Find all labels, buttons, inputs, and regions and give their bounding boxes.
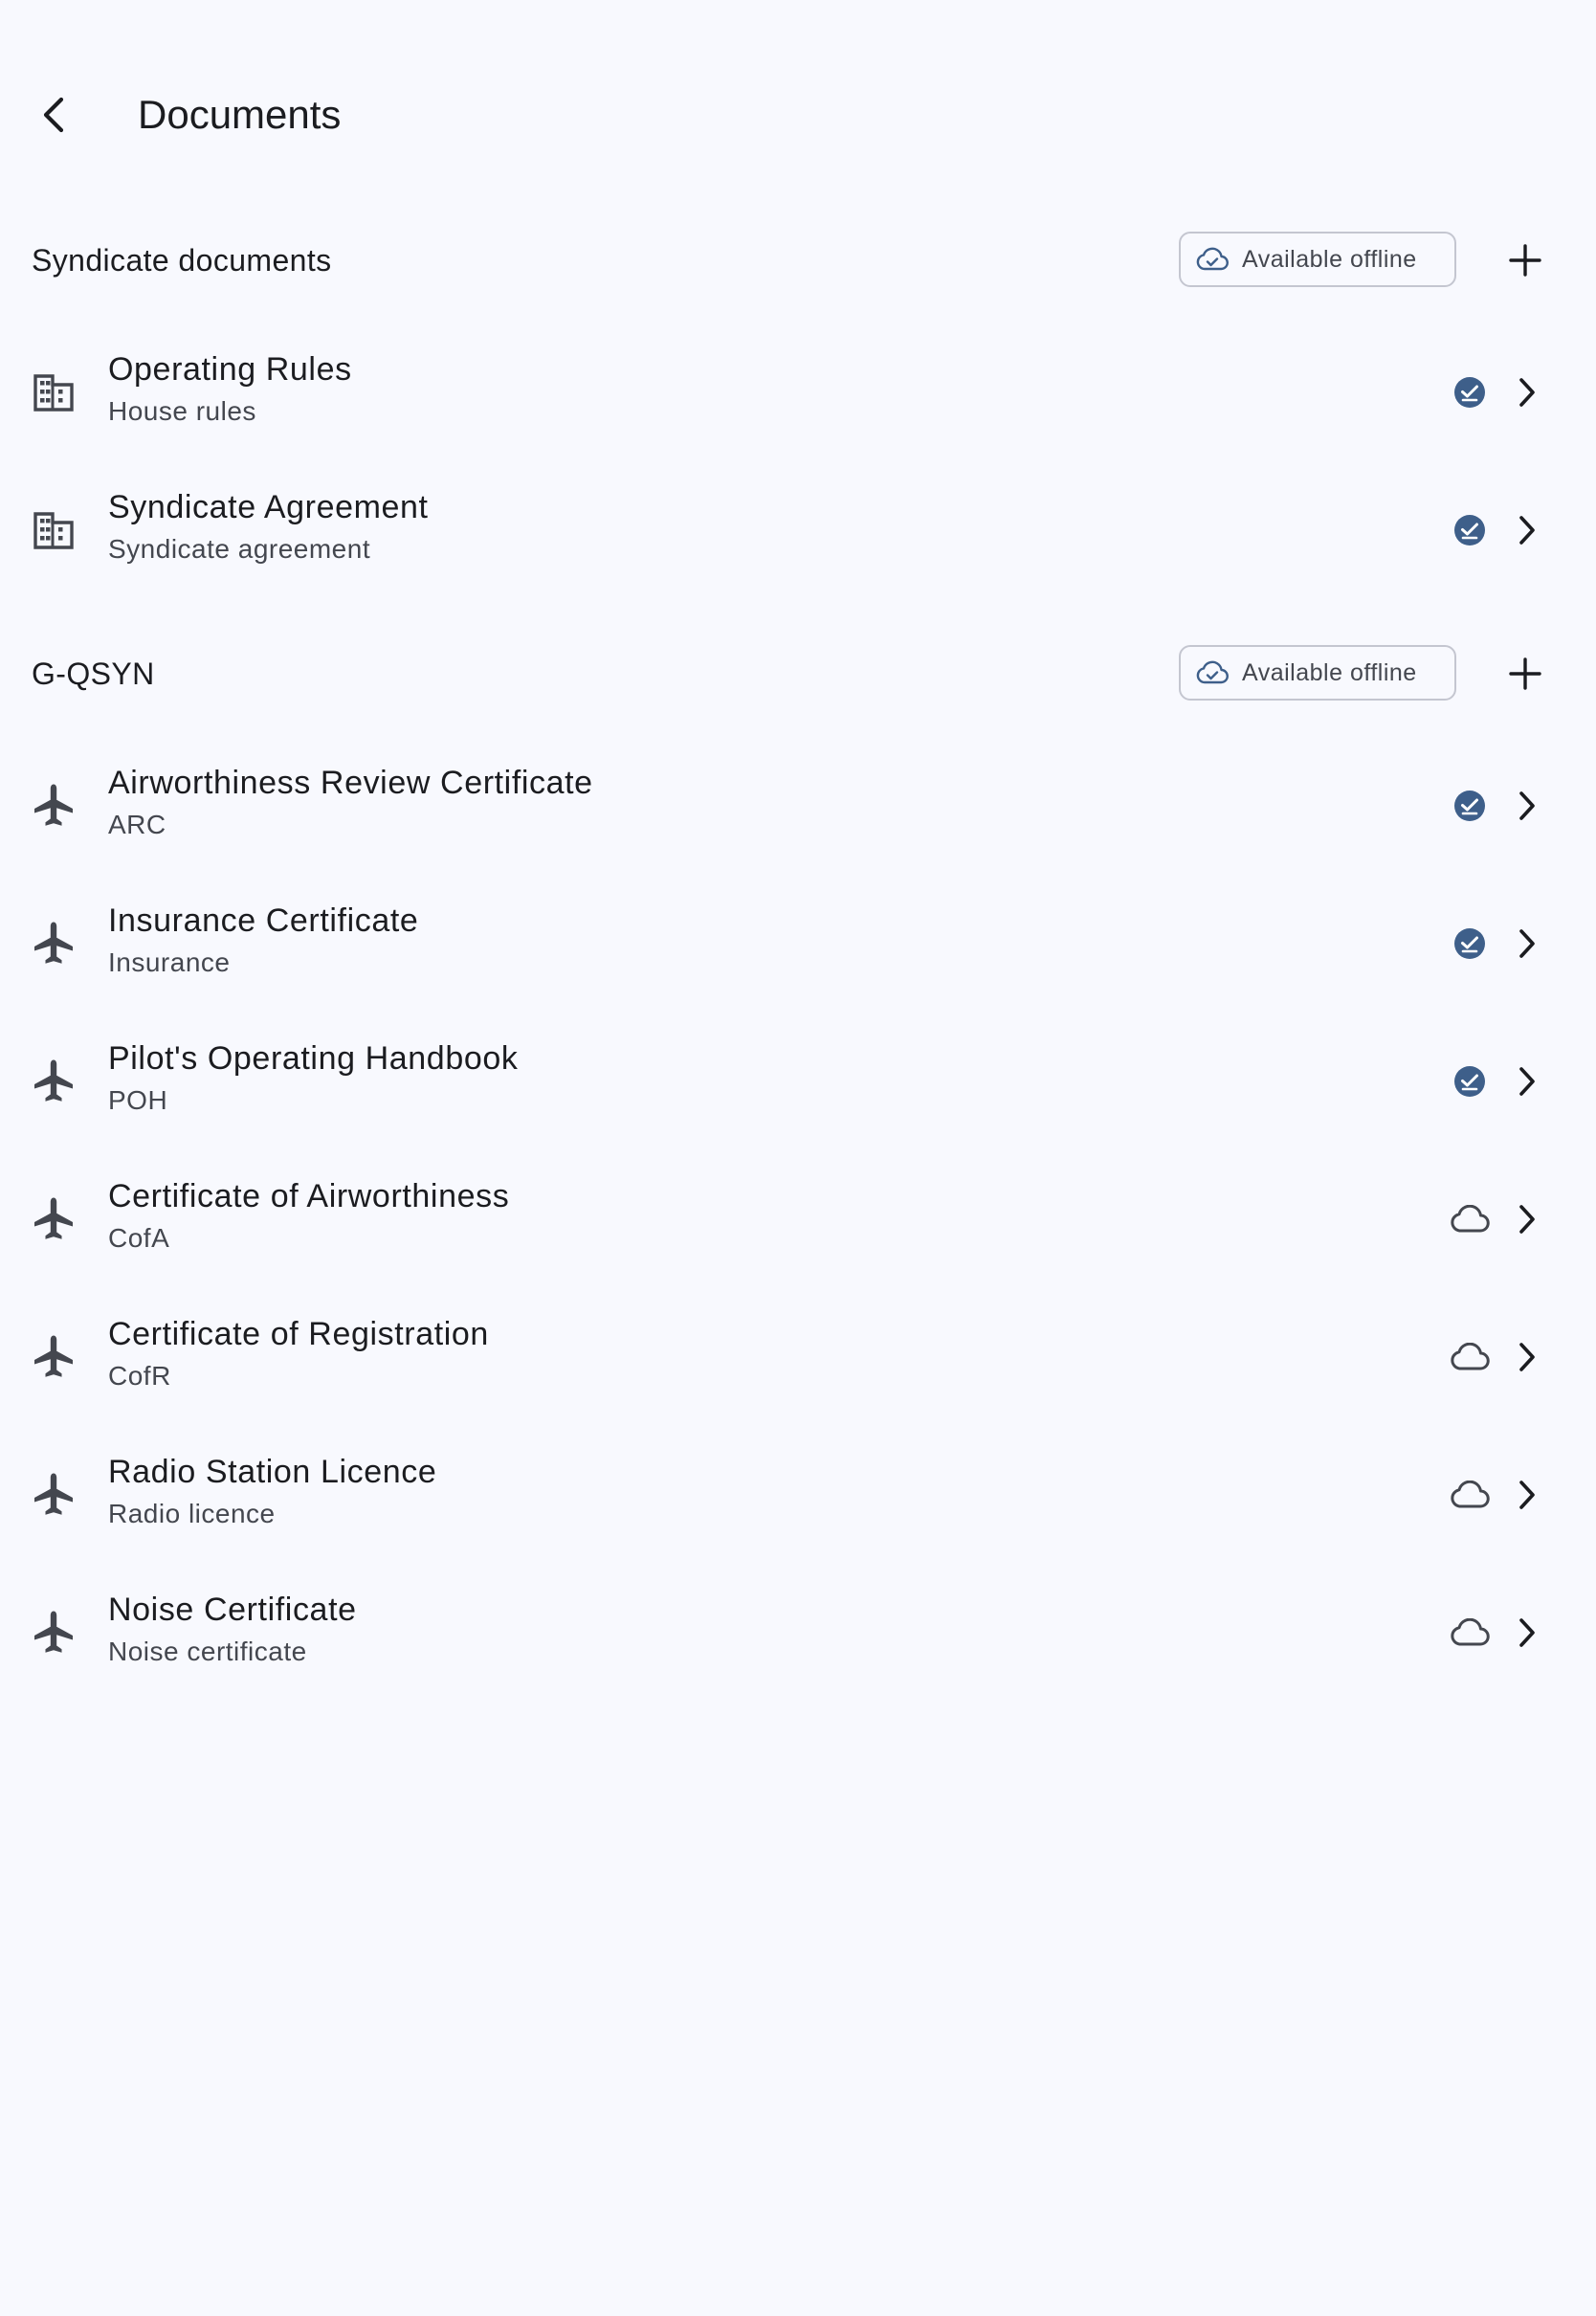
chevron-right-icon bbox=[1510, 923, 1544, 965]
document-row-certificate-of-registration[interactable] bbox=[0, 1288, 1596, 1426]
downloaded-badge-icon bbox=[1447, 509, 1493, 551]
available-offline-chip[interactable] bbox=[1179, 645, 1456, 701]
back-button[interactable] bbox=[21, 80, 90, 149]
cloud-icon bbox=[1447, 1612, 1493, 1654]
chevron-right-icon bbox=[1510, 509, 1544, 551]
downloaded-badge-icon bbox=[1447, 371, 1493, 413]
cloud-icon bbox=[1447, 1198, 1493, 1240]
chevron-right-icon bbox=[1510, 1198, 1544, 1240]
airplane-icon bbox=[27, 1472, 80, 1518]
section-header-syndicate-documents bbox=[0, 212, 1596, 308]
add-document-button[interactable] bbox=[1491, 639, 1560, 708]
document-title: Certificate of Registration bbox=[108, 1316, 489, 1352]
document-title: Pilot's Operating Handbook bbox=[108, 1040, 519, 1077]
building-icon bbox=[27, 369, 80, 415]
section-title: G-QSYN bbox=[32, 657, 155, 691]
building-icon bbox=[27, 507, 80, 553]
document-subtitle: Syndicate agreement bbox=[108, 534, 371, 564]
document-subtitle: CofR bbox=[108, 1361, 171, 1391]
cloud-done-icon bbox=[1196, 243, 1229, 276]
chevron-right-icon bbox=[1510, 1336, 1544, 1378]
airplane-icon bbox=[27, 783, 80, 829]
available-offline-chip[interactable] bbox=[1179, 232, 1456, 287]
section-header-g-qsyn bbox=[0, 626, 1596, 722]
cloud-icon bbox=[1447, 1474, 1493, 1516]
downloaded-badge-icon bbox=[1447, 785, 1493, 827]
document-subtitle: House rules bbox=[108, 396, 256, 426]
document-title: Syndicate Agreement bbox=[108, 489, 429, 525]
airplane-icon bbox=[27, 1610, 80, 1656]
document-row-syndicate-agreement[interactable] bbox=[0, 461, 1596, 599]
chevron-right-icon bbox=[1510, 1474, 1544, 1516]
add-document-button[interactable] bbox=[1491, 226, 1560, 295]
airplane-icon bbox=[27, 921, 80, 967]
page-title: Documents bbox=[138, 92, 342, 137]
document-row-operating-rules[interactable] bbox=[0, 323, 1596, 461]
available-offline-label: Available offline bbox=[1242, 658, 1417, 686]
airplane-icon bbox=[27, 1058, 80, 1104]
document-title: Insurance Certificate bbox=[108, 902, 419, 939]
document-title: Certificate of Airworthiness bbox=[108, 1178, 510, 1214]
document-subtitle: CofA bbox=[108, 1223, 170, 1253]
document-row-radio-station-licence[interactable] bbox=[0, 1426, 1596, 1564]
plus-icon bbox=[1508, 657, 1542, 691]
airplane-icon bbox=[27, 1334, 80, 1380]
document-title: Radio Station Licence bbox=[108, 1454, 437, 1490]
document-subtitle: Insurance bbox=[108, 947, 231, 977]
chevron-right-icon bbox=[1510, 1612, 1544, 1654]
cloud-done-icon bbox=[1196, 657, 1229, 689]
airplane-icon bbox=[27, 1196, 80, 1242]
chevron-right-icon bbox=[1510, 371, 1544, 413]
document-subtitle: POH bbox=[108, 1085, 168, 1115]
document-row-certificate-of-airworthiness[interactable] bbox=[0, 1150, 1596, 1288]
document-row-noise-certificate[interactable] bbox=[0, 1564, 1596, 1702]
document-subtitle: ARC bbox=[108, 810, 166, 839]
section-title: Syndicate documents bbox=[32, 243, 332, 278]
arrow-back-icon bbox=[36, 96, 75, 134]
top-app-bar bbox=[0, 0, 1596, 230]
plus-icon bbox=[1508, 243, 1542, 278]
chevron-right-icon bbox=[1510, 785, 1544, 827]
available-offline-label: Available offline bbox=[1242, 245, 1417, 273]
chevron-right-icon bbox=[1510, 1060, 1544, 1102]
cloud-icon bbox=[1447, 1336, 1493, 1378]
document-subtitle: Radio licence bbox=[108, 1499, 276, 1528]
document-row-pilot-s-operating-handbook[interactable] bbox=[0, 1013, 1596, 1150]
document-title: Noise Certificate bbox=[108, 1592, 357, 1628]
document-row-insurance-certificate[interactable] bbox=[0, 875, 1596, 1013]
document-subtitle: Noise certificate bbox=[108, 1637, 307, 1666]
downloaded-badge-icon bbox=[1447, 923, 1493, 965]
document-row-airworthiness-review-certificate[interactable] bbox=[0, 737, 1596, 875]
downloaded-badge-icon bbox=[1447, 1060, 1493, 1102]
document-title: Airworthiness Review Certificate bbox=[108, 765, 593, 801]
document-title: Operating Rules bbox=[108, 351, 352, 388]
